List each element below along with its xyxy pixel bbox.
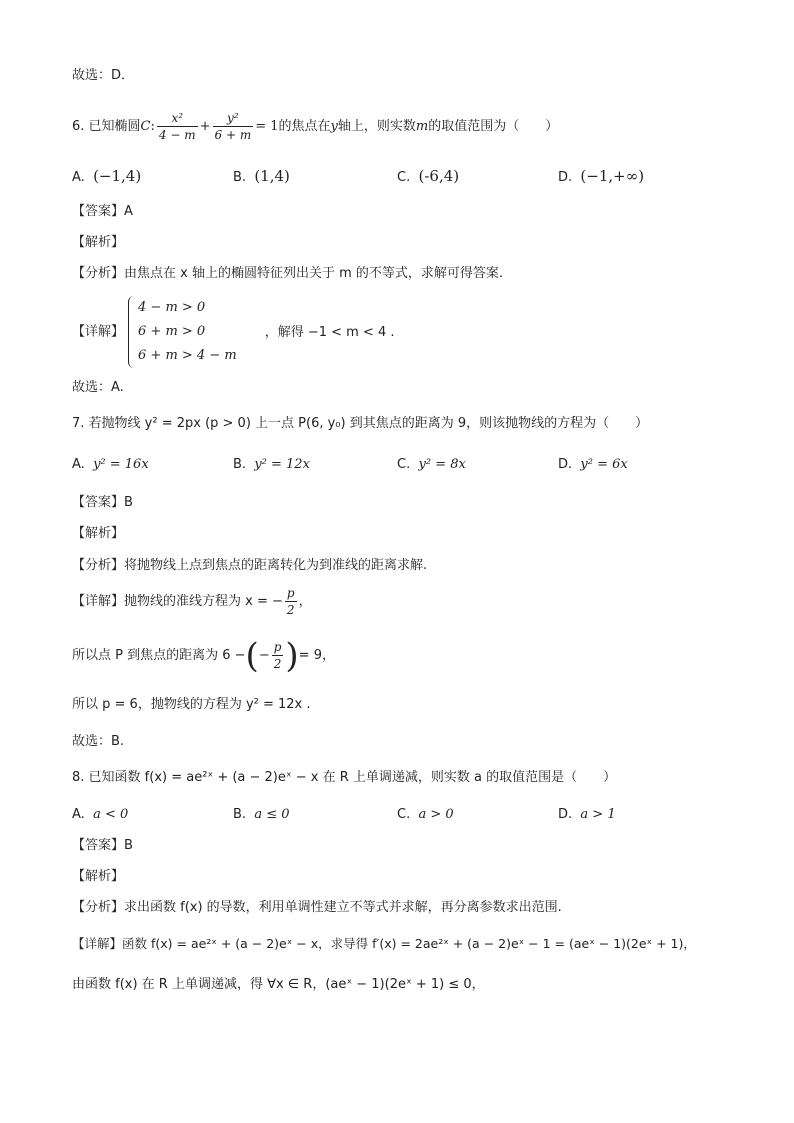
q7-option-d xyxy=(558,455,628,475)
q7-option-a-label: A. xyxy=(72,457,85,472)
q7-option-b xyxy=(233,455,310,475)
q6-frac1-den: 4 − m xyxy=(158,128,196,142)
q6-inequality-system xyxy=(128,296,237,368)
q8-stem: 8. 已知函数 f(x) = ae²ˣ + (a − 2)eˣ − x 在 R 上单调递减，则实数 a 的取值范围是（ ） xyxy=(72,770,617,785)
right-paren: ) xyxy=(285,635,299,676)
q6-frac1-num: x² xyxy=(157,110,198,127)
q7-p-num: p xyxy=(286,586,295,600)
q6-curve: C xyxy=(140,119,151,134)
q7-line2-frac-den: 2 xyxy=(273,657,282,671)
left-brace xyxy=(128,296,137,368)
q6-eq-tail: = 1 xyxy=(255,119,279,134)
q6-option-c xyxy=(397,166,459,188)
q8-option-c-value: a > 0 xyxy=(418,807,454,822)
q7-analysis-tag: 【解析】 xyxy=(72,526,125,541)
q6-axis: y xyxy=(330,119,338,134)
left-paren: ( xyxy=(245,635,259,676)
q7-option-c xyxy=(397,455,466,475)
q7-xiangjie-post: ， xyxy=(298,594,312,609)
q6-option-b-value: (1,4) xyxy=(254,167,290,185)
q6-sys-row-1: 4 − m > 0 xyxy=(138,300,206,315)
q7-line2-pre: 所以点 P 到焦点的距离为 6 − xyxy=(72,648,246,663)
q6-analysis-tag: 【解析】 xyxy=(72,235,125,250)
q8-option-a xyxy=(72,805,128,825)
q6-option-d xyxy=(558,166,644,188)
q6-option-c-label: C. xyxy=(397,170,411,185)
q6-xiangjie-tag: 【详解】 xyxy=(72,324,125,340)
q7-option-a xyxy=(72,455,149,475)
q6-suffix: 的取值范围为（ ） xyxy=(428,119,559,134)
q6-frac2-num: y² xyxy=(213,110,254,127)
q6-option-c-value: (-6,4) xyxy=(418,167,460,185)
q6-option-a-label: A. xyxy=(72,170,85,185)
q8-line2: 由函数 f(x) 在 R 上单调递减，得 ∀x ∈ R，(aeˣ − 1)(2eˣ + 1) ≤ 0， xyxy=(72,977,485,992)
q6-option-d-label: D. xyxy=(558,170,573,185)
q6-mid2: 轴上，则实数 xyxy=(337,119,416,134)
q7-option-b-label: B. xyxy=(233,457,247,472)
q7-conclusion: 故选：B. xyxy=(72,734,125,749)
q8-option-d xyxy=(558,805,616,825)
q6-answer: 【答案】A xyxy=(72,204,133,219)
q6-sys-row-3: 6 + m > 4 − m xyxy=(138,348,237,363)
q8-answer: 【答案】B xyxy=(72,838,133,853)
q8-option-c xyxy=(397,805,454,825)
q7-xiangjie-pre: 【详解】抛物线的准线方程为 x = − xyxy=(72,594,283,609)
q8-option-b-label: B. xyxy=(233,807,247,822)
q6-mid: 的焦点在 xyxy=(278,119,331,134)
q6-option-a-value: (−1,4) xyxy=(93,167,142,185)
q6-stem: 6. 已知椭圆C: $\frac{\text{x²}}{4 - m}$ + $\frac{\text{y²}}{6 + m}$ = 1的焦点在y轴上，则实数m的取值范围为（ ） xyxy=(72,111,559,142)
q6-option-d-value: (−1,+∞) xyxy=(580,167,645,185)
q7-option-b-value: y² = 12x xyxy=(254,457,310,472)
q7-option-c-value: y² = 8x xyxy=(418,457,466,472)
q6-conclusion: 故选：A. xyxy=(72,380,124,395)
q7-line3: 所以 p = 6，抛物线的方程为 y² = 12x . xyxy=(72,697,311,712)
q6-option-b-label: B. xyxy=(233,170,247,185)
q7-option-d-label: D. xyxy=(558,457,573,472)
q6-xiangjie xyxy=(72,296,395,369)
q6-option-b xyxy=(233,166,290,188)
q6-fenxi: 【分析】由焦点在 x 轴上的椭圆特征列出关于 m 的不等式，求解可得答案. xyxy=(72,266,504,281)
q8-option-d-label: D. xyxy=(558,807,573,822)
q7-line2: 所以点 P 到焦点的距离为 6 −(− $\frac{p}{2}$ )= 9， xyxy=(72,635,335,676)
q7-fenxi: 【分析】将抛物线上点到焦点的距离转化为到准线的距离求解. xyxy=(72,558,428,573)
q7-line2-frac-num: p xyxy=(273,640,282,654)
q7-option-c-label: C. xyxy=(397,457,411,472)
q8-option-a-value: a < 0 xyxy=(93,807,129,822)
q6-frac2-den: 6 + m xyxy=(214,128,252,142)
q6-sys-row-2: 6 + m > 0 xyxy=(138,324,206,339)
q8-option-c-label: C. xyxy=(397,807,411,822)
q7-option-d-value: y² = 6x xyxy=(580,457,628,472)
q6-frac2 xyxy=(213,110,254,143)
q7-stem: 7. 若抛物线 y² = 2px (p > 0) 上一点 P(6, y₀) 到其焦点的距离为 9，则该抛物线的方程为（ ） xyxy=(72,416,649,431)
q5-conclusion: 故选：D． xyxy=(72,68,135,83)
q7-xiangjie xyxy=(72,584,312,620)
q8-option-d-value: a > 1 xyxy=(580,807,616,822)
q8-fenxi: 【分析】求出函数 f(x) 的导数，利用单调性建立不等式并求解，再分离参数求出范围. xyxy=(72,900,562,915)
q8-analysis-tag: 【解析】 xyxy=(72,869,125,884)
q7-option-a-value: y² = 16x xyxy=(93,457,149,472)
q8-option-b-value: a ≤ 0 xyxy=(254,807,290,822)
q6-var: m xyxy=(415,119,429,134)
q6-option-a xyxy=(72,166,141,188)
q7-p-over-2 xyxy=(285,585,297,618)
q8-xiangjie: 【详解】函数 f(x) = ae²ˣ + (a − 2)eˣ − x，求导得 f′(x) = 2ae²ˣ + (a − 2)eˣ − 1 = (aeˣ − 1)(2eˣ + 1)， xyxy=(72,936,696,951)
q7-answer: 【答案】B xyxy=(72,495,133,510)
q7-line2-frac xyxy=(272,639,284,672)
q7-line2-post: = 9， xyxy=(298,648,335,663)
q6-frac1 xyxy=(157,110,198,143)
q8-option-a-label: A. xyxy=(72,807,85,822)
q6-sys-result: ，解得 −1 < m < 4 . xyxy=(264,324,395,340)
q8-option-b xyxy=(233,805,290,825)
q7-p-den: 2 xyxy=(286,603,295,617)
q6-prefix: 6. 已知椭圆 xyxy=(72,119,141,134)
